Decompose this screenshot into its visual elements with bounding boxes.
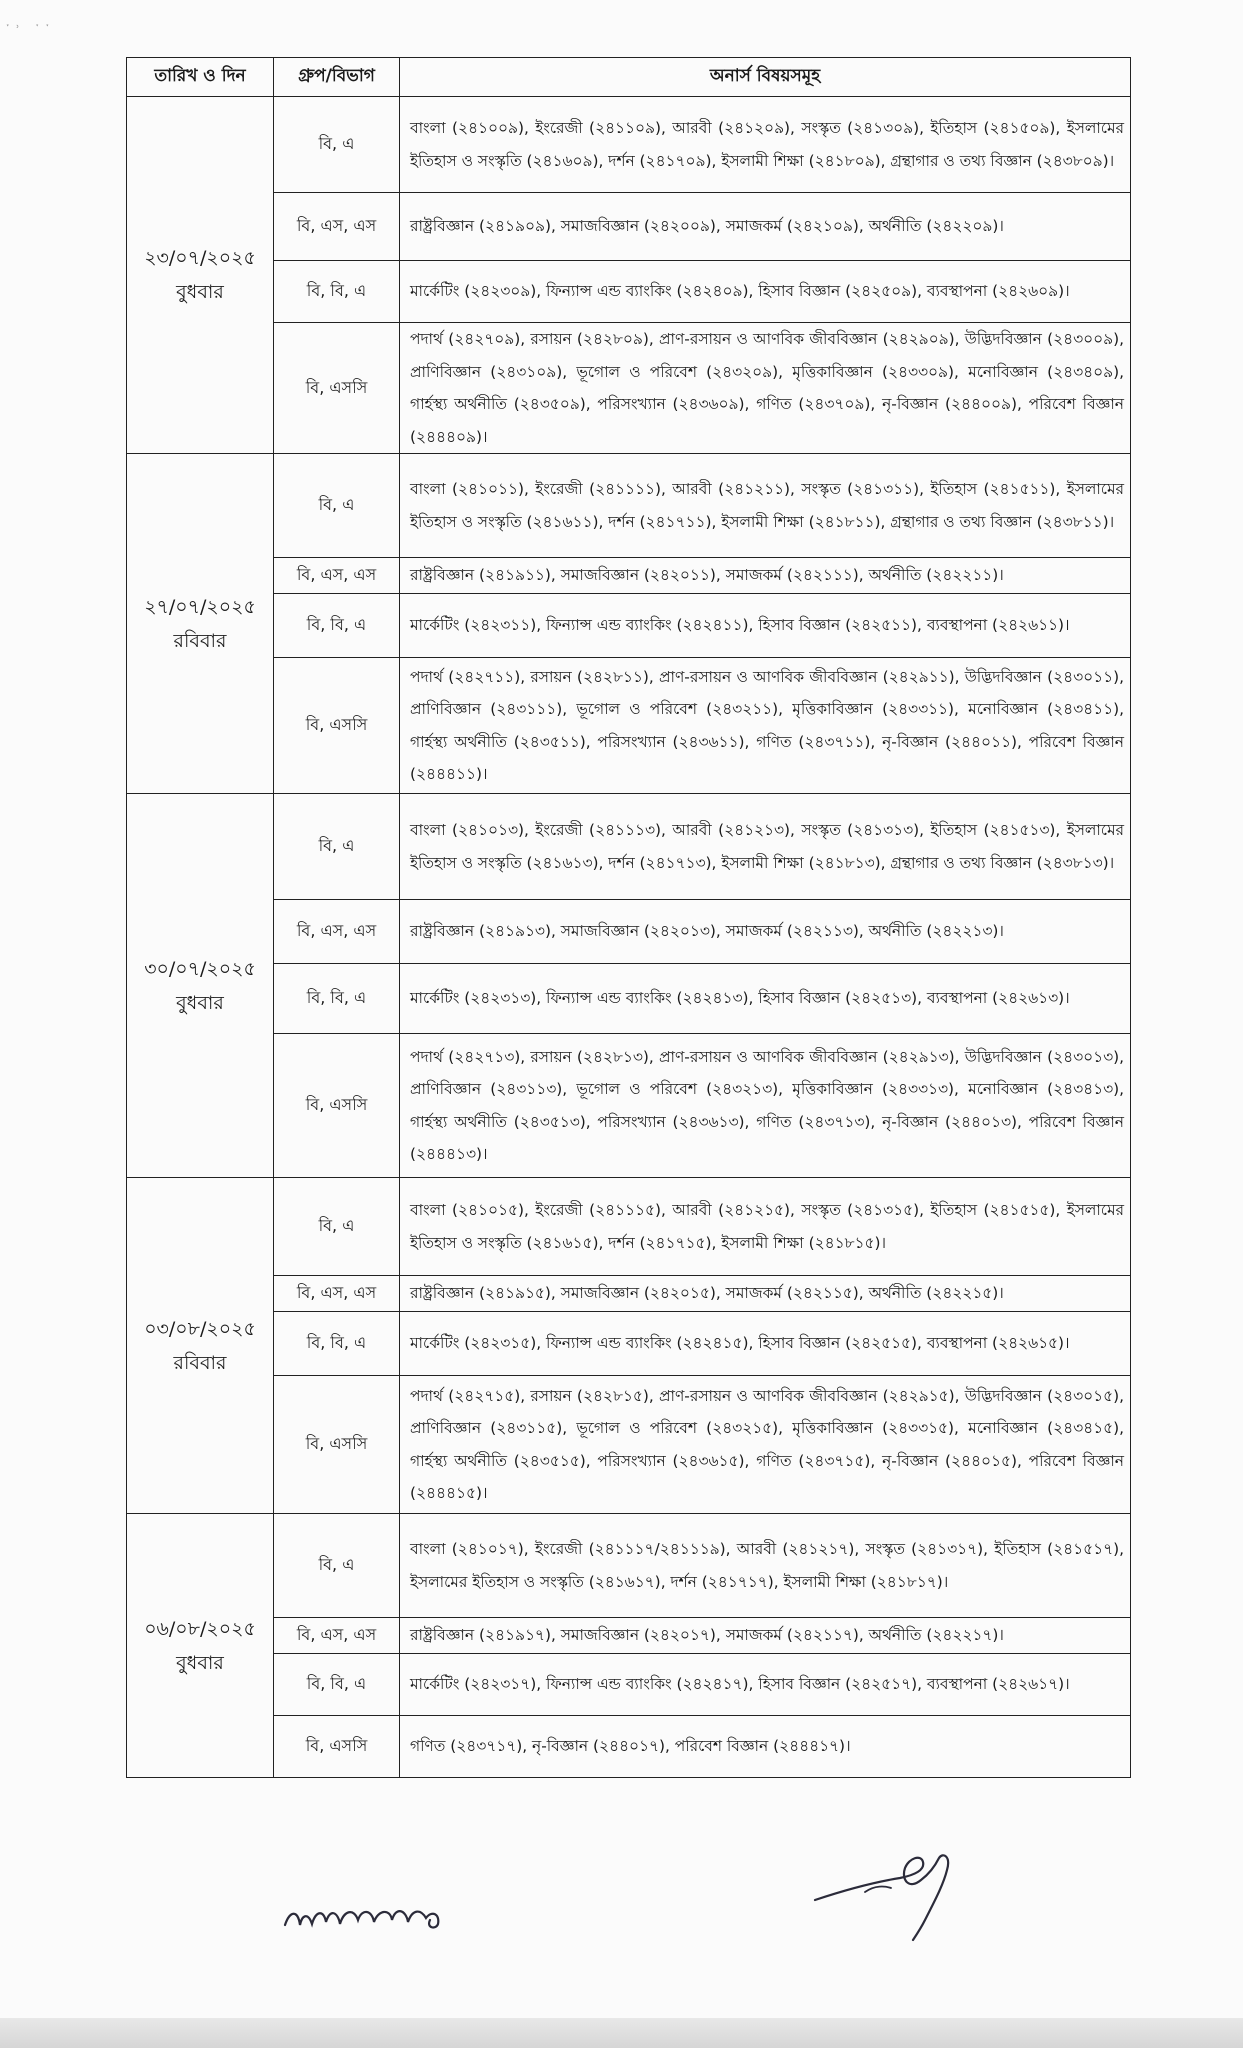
group-cell: বি, এস, এস	[274, 1276, 400, 1312]
subjects-cell: রাষ্ট্রবিজ্ঞান (২৪১৯০৯), সমাজবিজ্ঞান (২৪২০০৯), সমাজকর্ম (২৪২১০৯), অর্থনীতি (২৪২২০৯)।	[400, 193, 1131, 261]
group-cell: বি, এস, এস	[274, 558, 400, 594]
header-group: গ্রুপ/বিভাগ	[274, 58, 400, 97]
subjects-cell: পদার্থ (২৪২৭১১), রসায়ন (২৪২৮১১), প্রাণ-রসায়ন ও আণবিক জীববিজ্ঞান (২৪২৯১১), উদ্ভিদবিজ্ঞান (২৪৩০১১), প্রাণিবিজ্ঞান (২৪৩১১১), ভূগোল ও পরিবেশ (২৪৩২১১), মৃত্তিকাবিজ্ঞান (২৪৩৩১১), মনোবিজ্ঞান (২৪৩৪১১), গার্হস্থ্য অর্থনীতি (২৪৩৫১১), পরিসংখ্যান (২৪৩৬১১), গণিত (২৪৩৭১১), নৃ-বিজ্ঞান (২৪৪০১১), পরিবেশ বিজ্ঞান (২৪৪৪১১)।	[400, 658, 1131, 794]
subjects-cell: বাংলা (২৪১০১৫), ইংরেজী (২৪১১১৫), আরবী (২৪১২১৫), সংস্কৃত (২৪১৩১৫), ইতিহাস (২৪১৫১৫), ইসলামের ইতিহাস ও সংস্কৃতি (২৪১৬১৫), দর্শন (২৪১৭১৫), ইসলামী শিক্ষা (২৪১৮১৫)।	[400, 1178, 1131, 1276]
subjects-cell: রাষ্ট্রবিজ্ঞান (২৪১৯১৩), সমাজবিজ্ঞান (২৪২০১৩), সমাজকর্ম (২৪২১১৩), অর্থনীতি (২৪২২১৩)।	[400, 900, 1131, 964]
date-day-cell	[127, 97, 274, 454]
table-row	[127, 558, 1131, 594]
exam-date: ০৩/০৮/২০২৫	[144, 1317, 256, 1340]
subjects-cell: বাংলা (২৪১০১৭), ইংরেজী (২৪১১১৭/২৪১১১৯), আরবী (২৪১২১৭), সংস্কৃত (২৪১৩১৭), ইতিহাস (২৪১৫১৭), ইসলামের ইতিহাস ও সংস্কৃতি (২৪১৬১৭), দর্শন (২৪১৭১৭), ইসলামী শিক্ষা (২৪১৮১৭)।	[400, 1514, 1131, 1618]
handwritten-signature-icon	[280, 1880, 480, 1950]
scan-bottom-edge	[0, 2018, 1243, 2048]
date-day-cell	[127, 1178, 274, 1514]
table-row	[127, 1514, 1131, 1618]
header-date-day: তারিখ ও দিন	[127, 58, 274, 97]
group-cell: বি, এসসি	[274, 1376, 400, 1514]
table-row	[127, 97, 1131, 193]
table-row	[127, 454, 1131, 558]
table-row	[127, 1312, 1131, 1376]
exam-weekday: রবিবার	[173, 1351, 227, 1374]
group-cell: বি, এ	[274, 1178, 400, 1276]
date-day-cell	[127, 794, 274, 1178]
subjects-cell: মার্কেটিং (২৪২৩১৩), ফিন্যান্স এন্ড ব্যাংকিং (২৪২৪১৩), হিসাব বিজ্ঞান (২৪২৫১৩), ব্যবস্থাপনা (২৪২৬১৩)।	[400, 964, 1131, 1034]
subjects-cell: মার্কেটিং (২৪২৩১৭), ফিন্যান্স এন্ড ব্যাংকিং (২৪২৪১৭), হিসাব বিজ্ঞান (২৪২৫১৭), ব্যবস্থাপনা (২৪২৬১৭)।	[400, 1654, 1131, 1716]
subjects-cell: বাংলা (২৪১০১৩), ইংরেজী (২৪১১১৩), আরবী (২৪১২১৩), সংস্কৃত (২৪১৩১৩), ইতিহাস (২৪১৫১৩), ইসলামের ইতিহাস ও সংস্কৃতি (২৪১৬১৩), দর্শন (২৪১৭১৩), ইসলামী শিক্ষা (২৪১৮১৩), গ্রন্থাগার ও তথ্য বিজ্ঞান (২৪৩৮১৩)।	[400, 794, 1131, 900]
group-cell: বি, এ	[274, 1514, 400, 1618]
exam-date: ৩০/০৭/২০২৫	[144, 957, 256, 980]
date-day-cell	[127, 454, 274, 794]
subjects-cell: রাষ্ট্রবিজ্ঞান (২৪১৯১৭), সমাজবিজ্ঞান (২৪২০১৭), সমাজকর্ম (২৪২১১৭), অর্থনীতি (২৪২২১৭)।	[400, 1618, 1131, 1654]
exam-date: ২৭/০৭/২০২৫	[144, 595, 256, 618]
subjects-cell: পদার্থ (২৪২৭১৫), রসায়ন (২৪২৮১৫), প্রাণ-রসায়ন ও আণবিক জীববিজ্ঞান (২৪২৯১৫), উদ্ভিদবিজ্ঞান (২৪৩০১৫), প্রাণিবিজ্ঞান (২৪৩১১৫), ভূগোল ও পরিবেশ (২৪৩২১৫), মৃত্তিকাবিজ্ঞান (২৪৩৩১৫), মনোবিজ্ঞান (২৪৩৪১৫), গার্হস্থ্য অর্থনীতি (২৪৩৫১৫), পরিসংখ্যান (২৪৩৬১৫), গণিত (২৪৩৭১৫), নৃ-বিজ্ঞান (২৪৪০১৫), পরিবেশ বিজ্ঞান (২৪৪৪১৫)।	[400, 1376, 1131, 1514]
group-cell: বি, এস, এস	[274, 193, 400, 261]
group-cell: বি, এসসি	[274, 658, 400, 794]
exam-date: ০৬/০৮/২০২৫	[144, 1617, 256, 1640]
table-row	[127, 1276, 1131, 1312]
exam-weekday: বুধবার	[176, 991, 224, 1014]
group-cell: বি, এসসি	[274, 323, 400, 454]
table-row	[127, 1034, 1131, 1178]
handwritten-signature-icon	[805, 1830, 975, 1950]
exam-weekday: বুধবার	[176, 281, 224, 303]
exam-weekday: রবিবার	[173, 629, 227, 652]
table-row	[127, 964, 1131, 1034]
table-row	[127, 1618, 1131, 1654]
subjects-cell: বাংলা (২৪১০০৯), ইংরেজী (২৪১১০৯), আরবী (২৪১২০৯), সংস্কৃত (২৪১৩০৯), ইতিহাস (২৪১৫০৯), ইসলামের ইতিহাস ও সংস্কৃতি (২৪১৬০৯), দর্শন (২৪১৭০৯), ইসলামী শিক্ষা (২৪১৮০৯), গ্রন্থাগার ও তথ্য বিজ্ঞান (২৪৩৮০৯)।	[400, 97, 1131, 193]
group-cell: বি, এস, এস	[274, 1618, 400, 1654]
group-cell: বি, বি, এ	[274, 1312, 400, 1376]
table-row	[127, 193, 1131, 261]
table-row	[127, 900, 1131, 964]
exam-schedule-sheet	[126, 57, 1130, 1778]
subjects-cell: গণিত (২৪৩৭১৭), নৃ-বিজ্ঞান (২৪৪০১৭), পরিবেশ বিজ্ঞান (২৪৪৪১৭)।	[400, 1716, 1131, 1778]
table-row	[127, 323, 1131, 454]
subjects-cell: বাংলা (২৪১০১১), ইংরেজী (২৪১১১১), আরবী (২৪১২১১), সংস্কৃত (২৪১৩১১), ইতিহাস (২৪১৫১১), ইসলামের ইতিহাস ও সংস্কৃতি (২৪১৬১১), দর্শন (২৪১৭১১), ইসলামী শিক্ষা (২৪১৮১১), গ্রন্থাগার ও তথ্য বিজ্ঞান (২৪৩৮১১)।	[400, 454, 1131, 558]
table-row	[127, 1178, 1131, 1276]
table-row	[127, 658, 1131, 794]
table-header-row	[127, 58, 1131, 97]
subjects-cell: মার্কেটিং (২৪২৩০৯), ফিন্যান্স এন্ড ব্যাংকিং (২৪২৪০৯), হিসাব বিজ্ঞান (২৪২৫০৯), ব্যবস্থাপনা (২৪২৬০৯)।	[400, 261, 1131, 323]
group-cell: বি, এ	[274, 794, 400, 900]
subjects-cell: পদার্থ (২৪২৭১৩), রসায়ন (২৪২৮১৩), প্রাণ-রসায়ন ও আণবিক জীববিজ্ঞান (২৪২৯১৩), উদ্ভিদবিজ্ঞান (২৪৩০১৩), প্রাণিবিজ্ঞান (২৪৩১১৩), ভূগোল ও পরিবেশ (২৪৩২১৩), মৃত্তিকাবিজ্ঞান (২৪৩৩১৩), মনোবিজ্ঞান (২৪৩৪১৩), গার্হস্থ্য অর্থনীতি (২৪৩৫১৩), পরিসংখ্যান (২৪৩৬১৩), গণিত (২৪৩৭১৩), নৃ-বিজ্ঞান (২৪৪০১৩), পরিবেশ বিজ্ঞান (২৪৪৪১৩)।	[400, 1034, 1131, 1178]
subjects-cell: রাষ্ট্রবিজ্ঞান (২৪১৯১১), সমাজবিজ্ঞান (২৪২০১১), সমাজকর্ম (২৪২১১১), অর্থনীতি (২৪২২১১)।	[400, 558, 1131, 594]
exam-weekday: বুধবার	[176, 1651, 224, 1674]
group-cell: বি, বি, এ	[274, 964, 400, 1034]
exam-date: ২৩/০৭/২০২৫	[144, 247, 256, 269]
date-day-cell	[127, 1514, 274, 1778]
exam-schedule-table	[126, 57, 1131, 1778]
group-cell: বি, এ	[274, 454, 400, 558]
group-cell: বি, বি, এ	[274, 1654, 400, 1716]
table-row	[127, 794, 1131, 900]
table-row	[127, 1654, 1131, 1716]
group-cell: বি, বি, এ	[274, 594, 400, 658]
subjects-cell: পদার্থ (২৪২৭০৯), রসায়ন (২৪২৮০৯), প্রাণ-রসায়ন ও আণবিক জীববিজ্ঞান (২৪২৯০৯), উদ্ভিদবিজ্ঞান (২৪৩০০৯), প্রাণিবিজ্ঞান (২৪৩১০৯), ভূগোল ও পরিবেশ (২৪৩২০৯), মৃত্তিকাবিজ্ঞান (২৪৩৩০৯), মনোবিজ্ঞান (২৪৩৪০৯), গার্হস্থ্য অর্থনীতি (২৪৩৫০৯), পরিসংখ্যান (২৪৩৬০৯), গণিত (২৪৩৭০৯), নৃ-বিজ্ঞান (২৪৪০০৯), পরিবেশ বিজ্ঞান (২৪৪৪০৯)।	[400, 323, 1131, 454]
group-cell: বি, এ	[274, 97, 400, 193]
table-row	[127, 261, 1131, 323]
table-row	[127, 1376, 1131, 1514]
subjects-cell: রাষ্ট্রবিজ্ঞান (২৪১৯১৫), সমাজবিজ্ঞান (২৪২০১৫), সমাজকর্ম (২৪২১১৫), অর্থনীতি (২৪২২১৫)।	[400, 1276, 1131, 1312]
group-cell: বি, এস, এস	[274, 900, 400, 964]
scan-marks: ˑ˒ ˑˑ	[6, 20, 56, 34]
header-subjects: অনার্স বিষয়সমূহ	[400, 58, 1131, 97]
subjects-cell: মার্কেটিং (২৪২৩১৫), ফিন্যান্স এন্ড ব্যাংকিং (২৪২৪১৫), হিসাব বিজ্ঞান (২৪২৫১৫), ব্যবস্থাপনা (২৪২৬১৫)।	[400, 1312, 1131, 1376]
group-cell: বি, এসসি	[274, 1034, 400, 1178]
group-cell: বি, এসসি	[274, 1716, 400, 1778]
subjects-cell: মার্কেটিং (২৪২৩১১), ফিন্যান্স এন্ড ব্যাংকিং (২৪২৪১১), হিসাব বিজ্ঞান (২৪২৫১১), ব্যবস্থাপনা (২৪২৬১১)।	[400, 594, 1131, 658]
schedule-body	[127, 97, 1131, 1778]
table-row	[127, 1716, 1131, 1778]
table-row	[127, 594, 1131, 658]
group-cell: বি, বি, এ	[274, 261, 400, 323]
